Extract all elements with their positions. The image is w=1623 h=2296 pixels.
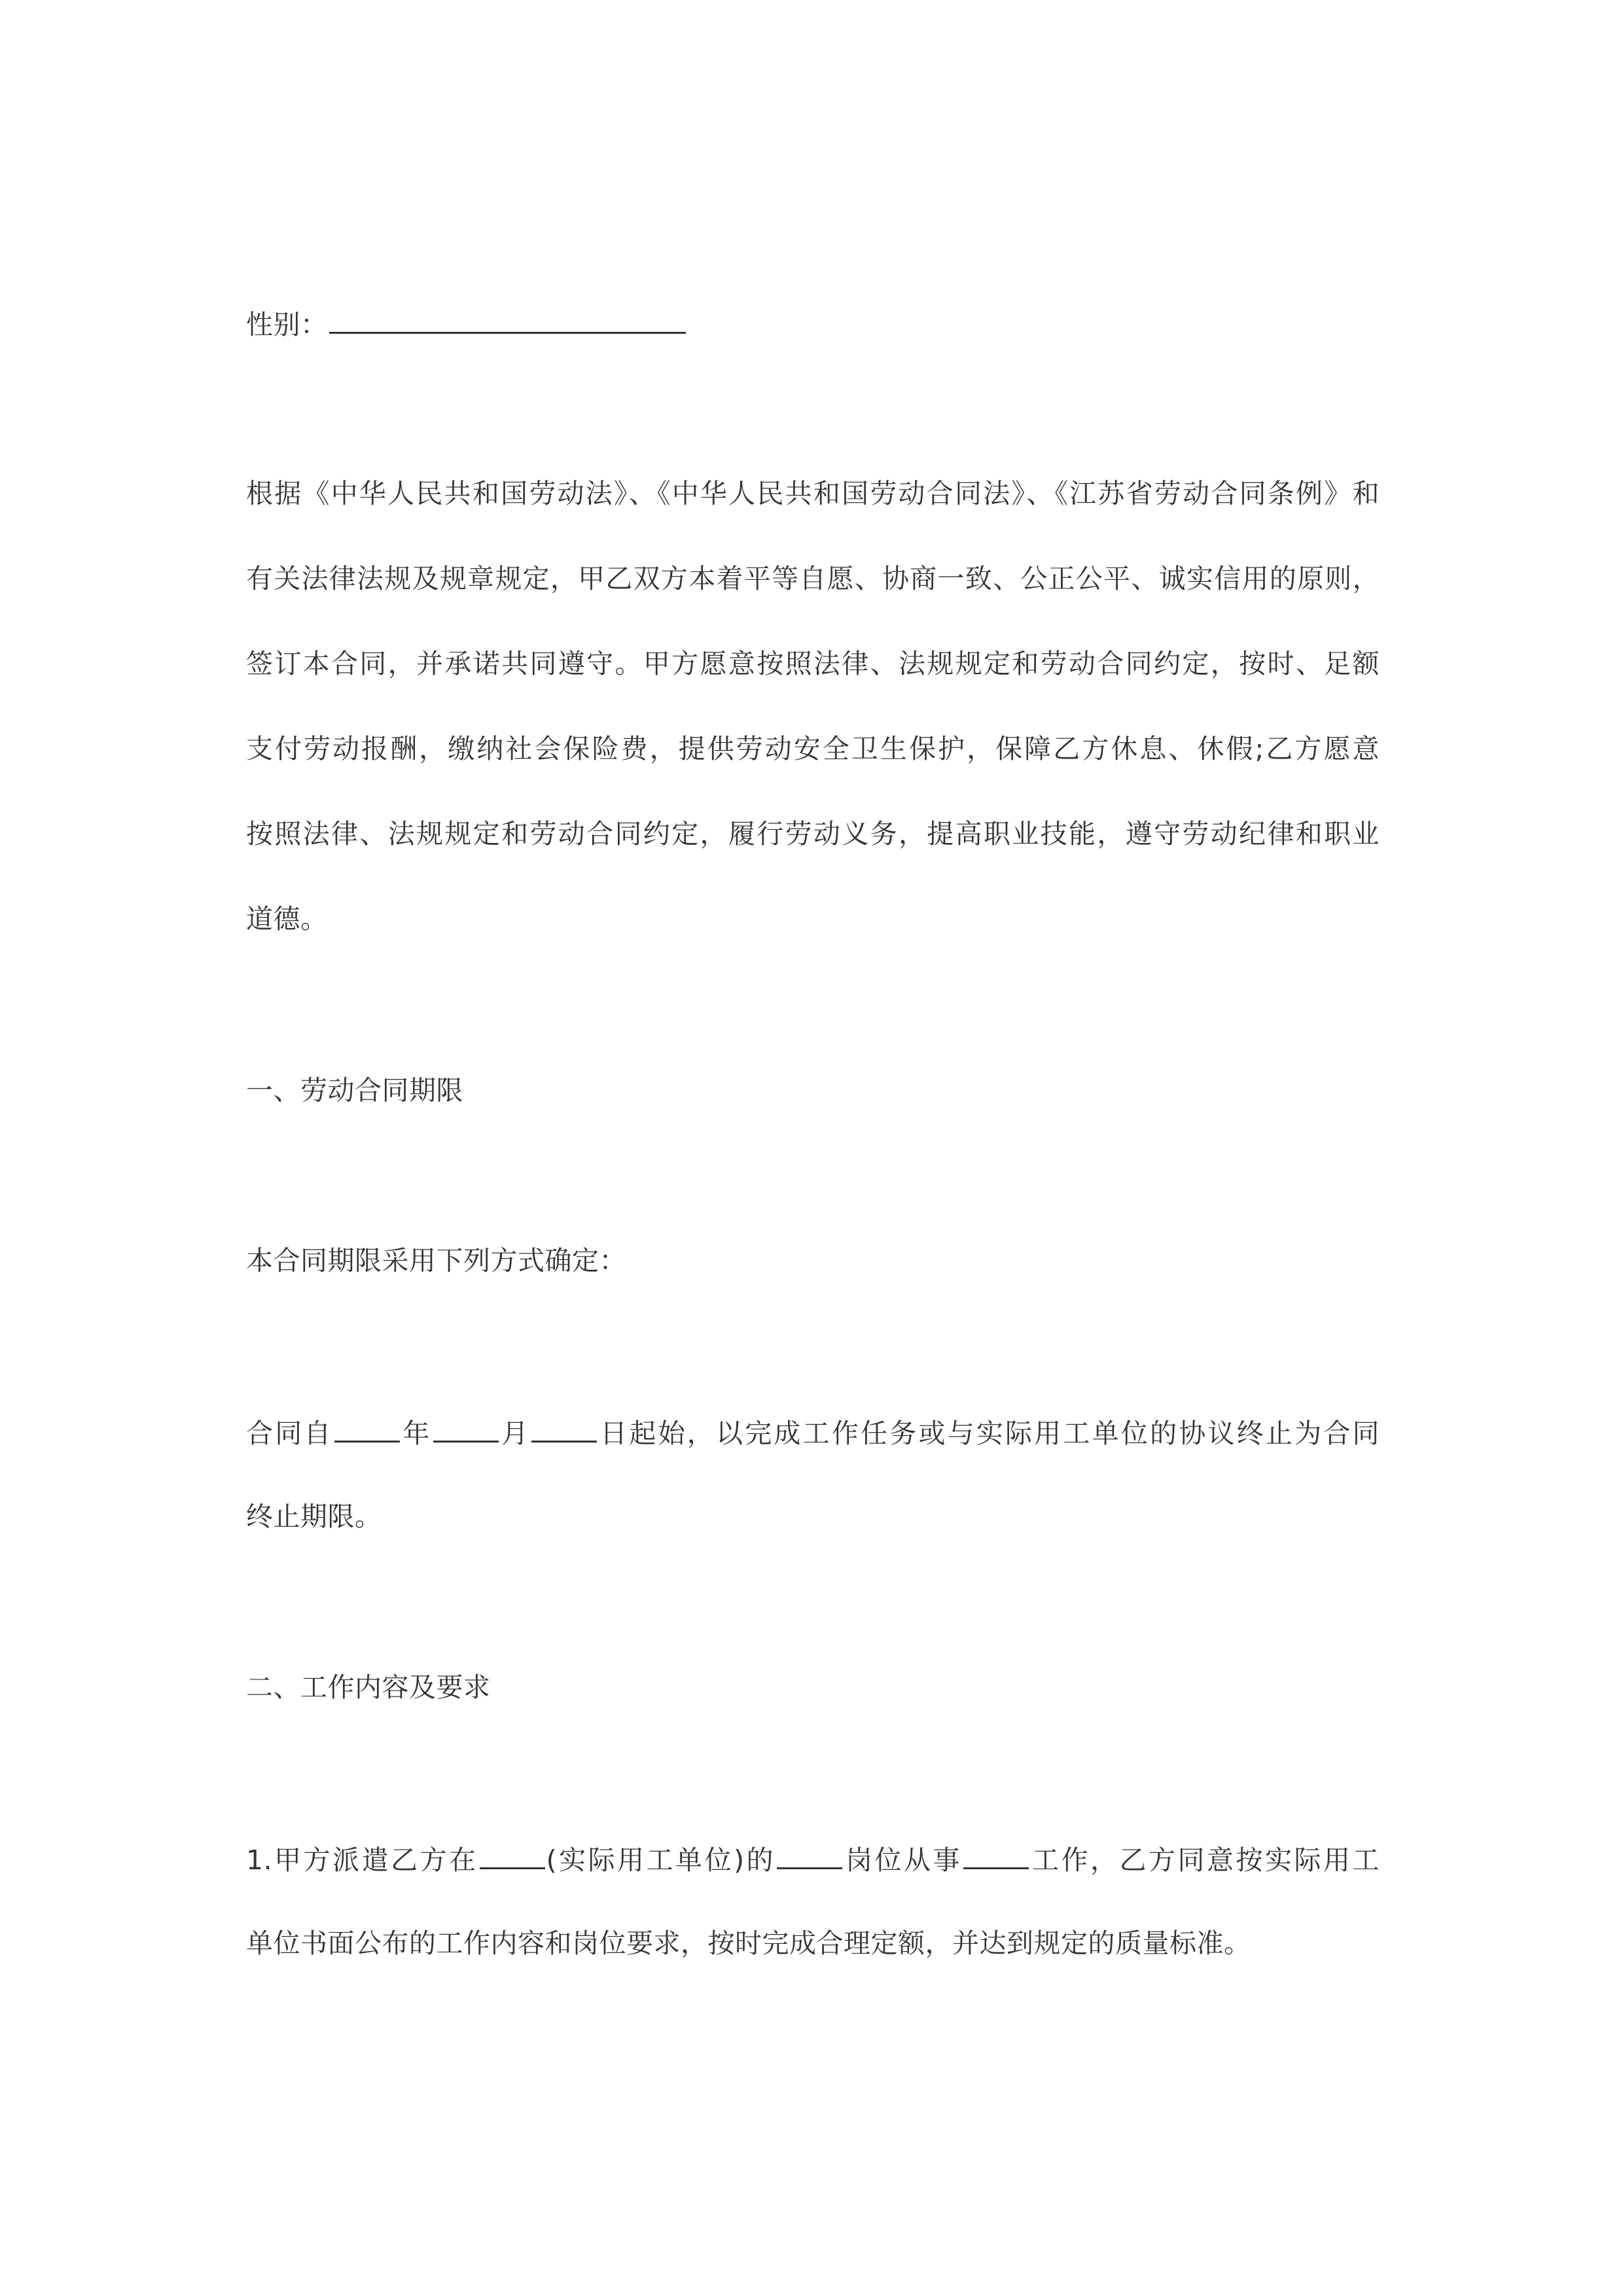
term-suffix: 日起始，以完成工作任务或与实际用工单位的协议终止为合同 xyxy=(598,1418,1380,1449)
term-month-blank[interactable] xyxy=(433,1412,499,1443)
employer-unit-blank[interactable] xyxy=(480,1839,545,1869)
gender-field-row xyxy=(246,303,687,342)
work-item1-line-1 xyxy=(246,1839,1380,1878)
gender-blank[interactable] xyxy=(329,303,686,334)
post-blank[interactable] xyxy=(777,1839,842,1869)
item1-part1: 1.甲方派遣乙方在 xyxy=(246,1844,478,1876)
preamble-line-4: 支付劳动报酬，缴纳社会保险费，提供劳动安全卫生保护，保障乙方休息、休假;乙方愿意 xyxy=(246,733,1380,764)
preamble-line-1: 根据《中华人民共和国劳动法》、《中华人民共和国劳动合同法》、《江苏省劳动合同条例》和 xyxy=(246,478,1380,509)
term-year-label: 年 xyxy=(401,1418,432,1449)
contract-term-line-1 xyxy=(246,1412,1380,1451)
preamble-line-5: 按照法律、法规规定和劳动合同约定，履行劳动义务，提高职业技能，遵守劳动纪律和职业 xyxy=(246,818,1380,850)
preamble-line-2: 有关法律法规及规章规定，甲乙双方本着平等自愿、协商一致、公正公平、诚实信用的原则， xyxy=(246,563,1380,594)
section1-heading: 一、劳动合同期限 xyxy=(246,1075,463,1106)
preamble-line-3: 签订本合同，并承诺共同遵守。甲方愿意按照法律、法规规定和劳动合同约定，按时、足额 xyxy=(246,648,1380,679)
term-year-blank[interactable] xyxy=(334,1412,400,1443)
work-type-blank[interactable] xyxy=(963,1839,1029,1869)
gender-label: 性别： xyxy=(246,309,328,340)
term-day-blank[interactable] xyxy=(531,1412,597,1443)
item1-part2: (实际用工单位)的 xyxy=(546,1844,776,1876)
contract-term-line-2: 终止期限。 xyxy=(246,1501,382,1532)
section1-intro: 本合同期限采用下列方式确定： xyxy=(246,1245,626,1276)
item1-part3: 岗位从事 xyxy=(844,1844,963,1876)
term-month-label: 月 xyxy=(499,1418,531,1449)
section2-heading: 二、工作内容及要求 xyxy=(246,1672,491,1703)
item1-part4: 工作，乙方同意按实际用工 xyxy=(1030,1844,1380,1876)
term-prefix: 合同自 xyxy=(246,1418,333,1449)
work-item1-line-2: 单位书面公布的工作内容和岗位要求，按时完成合理定额，并达到规定的质量标准。 xyxy=(246,1928,1251,1959)
preamble-line-6: 道德。 xyxy=(246,903,328,935)
